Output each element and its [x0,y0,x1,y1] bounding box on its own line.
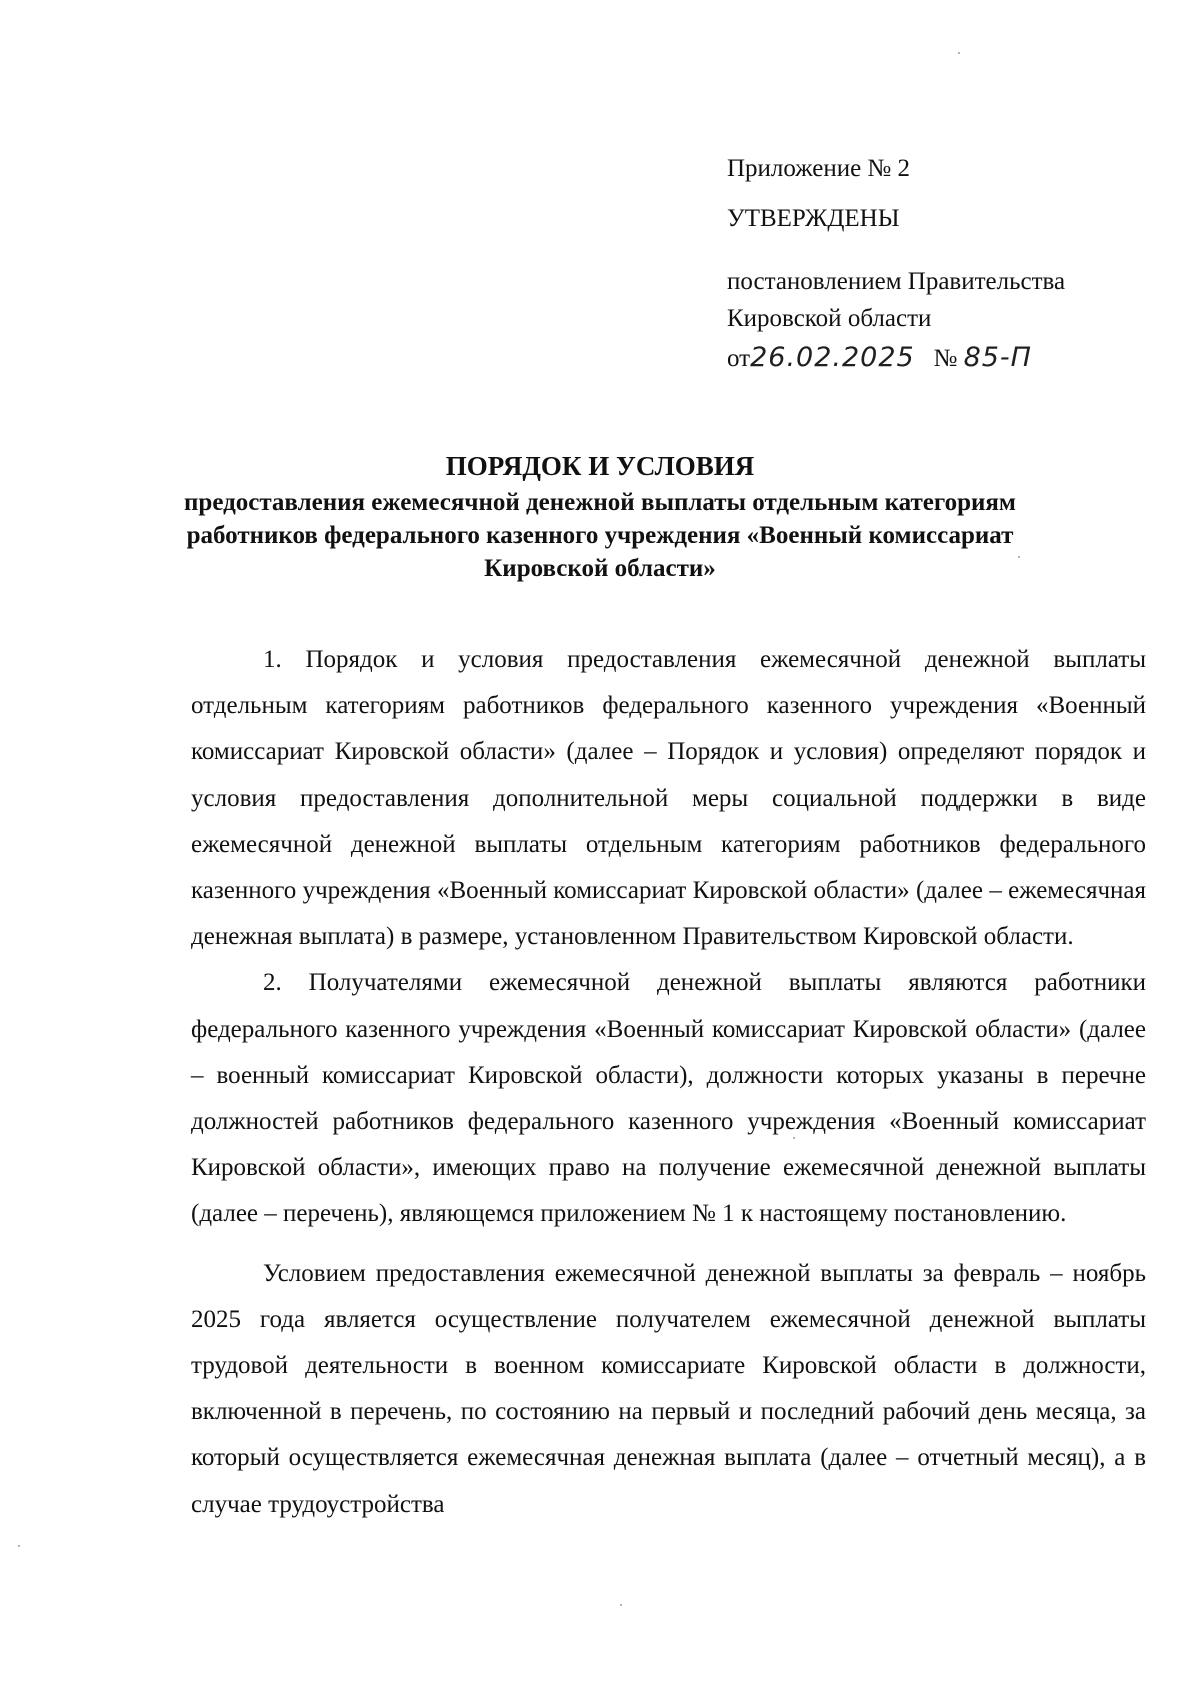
document-title [150,448,1050,585]
appendix-header [727,150,1147,377]
title-main: ПОРЯДОК И УСЛОВИЯ [445,451,755,481]
approved-label: УТВЕРЖДЕНЫ [727,205,900,232]
date-prefix: от [727,345,751,372]
scan-speck [18,1545,20,1547]
number-prefix: № [933,345,958,372]
handwritten-number: 85-П [963,342,1032,373]
appendix-label: Приложение № 2 [727,155,911,182]
paragraph-2: 2. Получателями ежемесячной денежной выплаты являются работники федерального казенного учреждения «Военный комиссариат Кировской области» (далее – военный комиссариат Кировской области), должности которых указаны в перечне должностей работников федерального казенного учреждения «Военный комиссариат Кировской области», имеющих право на получение ежемесячной денежной выплаты (далее – перечень), являющемся приложением № 1 к настоящему постановлению. [191,969,1146,1228]
approved-by-line2: Кировской области [727,305,932,332]
title-sub-line2: работников федерального казенного учреждения «Военный комиссариат [186,522,1014,549]
document-body [191,637,1146,1528]
title-sub-line3: Кировской области» [484,555,716,582]
scan-speck [620,1604,622,1606]
scan-speck [958,52,960,54]
paragraph-3: Условием предоставления ежемесячной денежной выплаты за февраль – ноябрь 2025 года является осуществление получателем ежемесячной денежной выплаты трудовой деятельности в военном комиссариате Кировской области в должности, включенной в перечень, по состоянию на первый и последний рабочий день месяца, за который осуществляется ежемесячная денежная выплата (далее – отчетный месяц), а в случае трудоустройства [191,1259,1146,1518]
resolution-date-number [727,339,1147,377]
paragraph-1: 1. Порядок и условия предоставления ежемесячной денежной выплаты отдельным категориям работников федерального казенного учреждения «Военный комиссариат Кировской области» (далее – Порядок и условия) определяют порядок и условия предоставления дополнительной меры социальной поддержки в виде ежемесячной денежной выплаты отдельным категориям работников федерального казенного учреждения «Военный комиссариат Кировской области» (далее – ежемесячная денежная выплата) в размере, установленном Правительством Кировской области. [191,646,1146,951]
scan-speck [793,1137,795,1139]
scan-speck [1018,556,1020,558]
title-sub-line1: предоставления ежемесячной денежной выплаты отдельным категориям [184,489,1016,516]
approved-by-line1: постановлением Правительства [727,268,1066,295]
handwritten-date: 26.02.2025 [750,342,915,373]
